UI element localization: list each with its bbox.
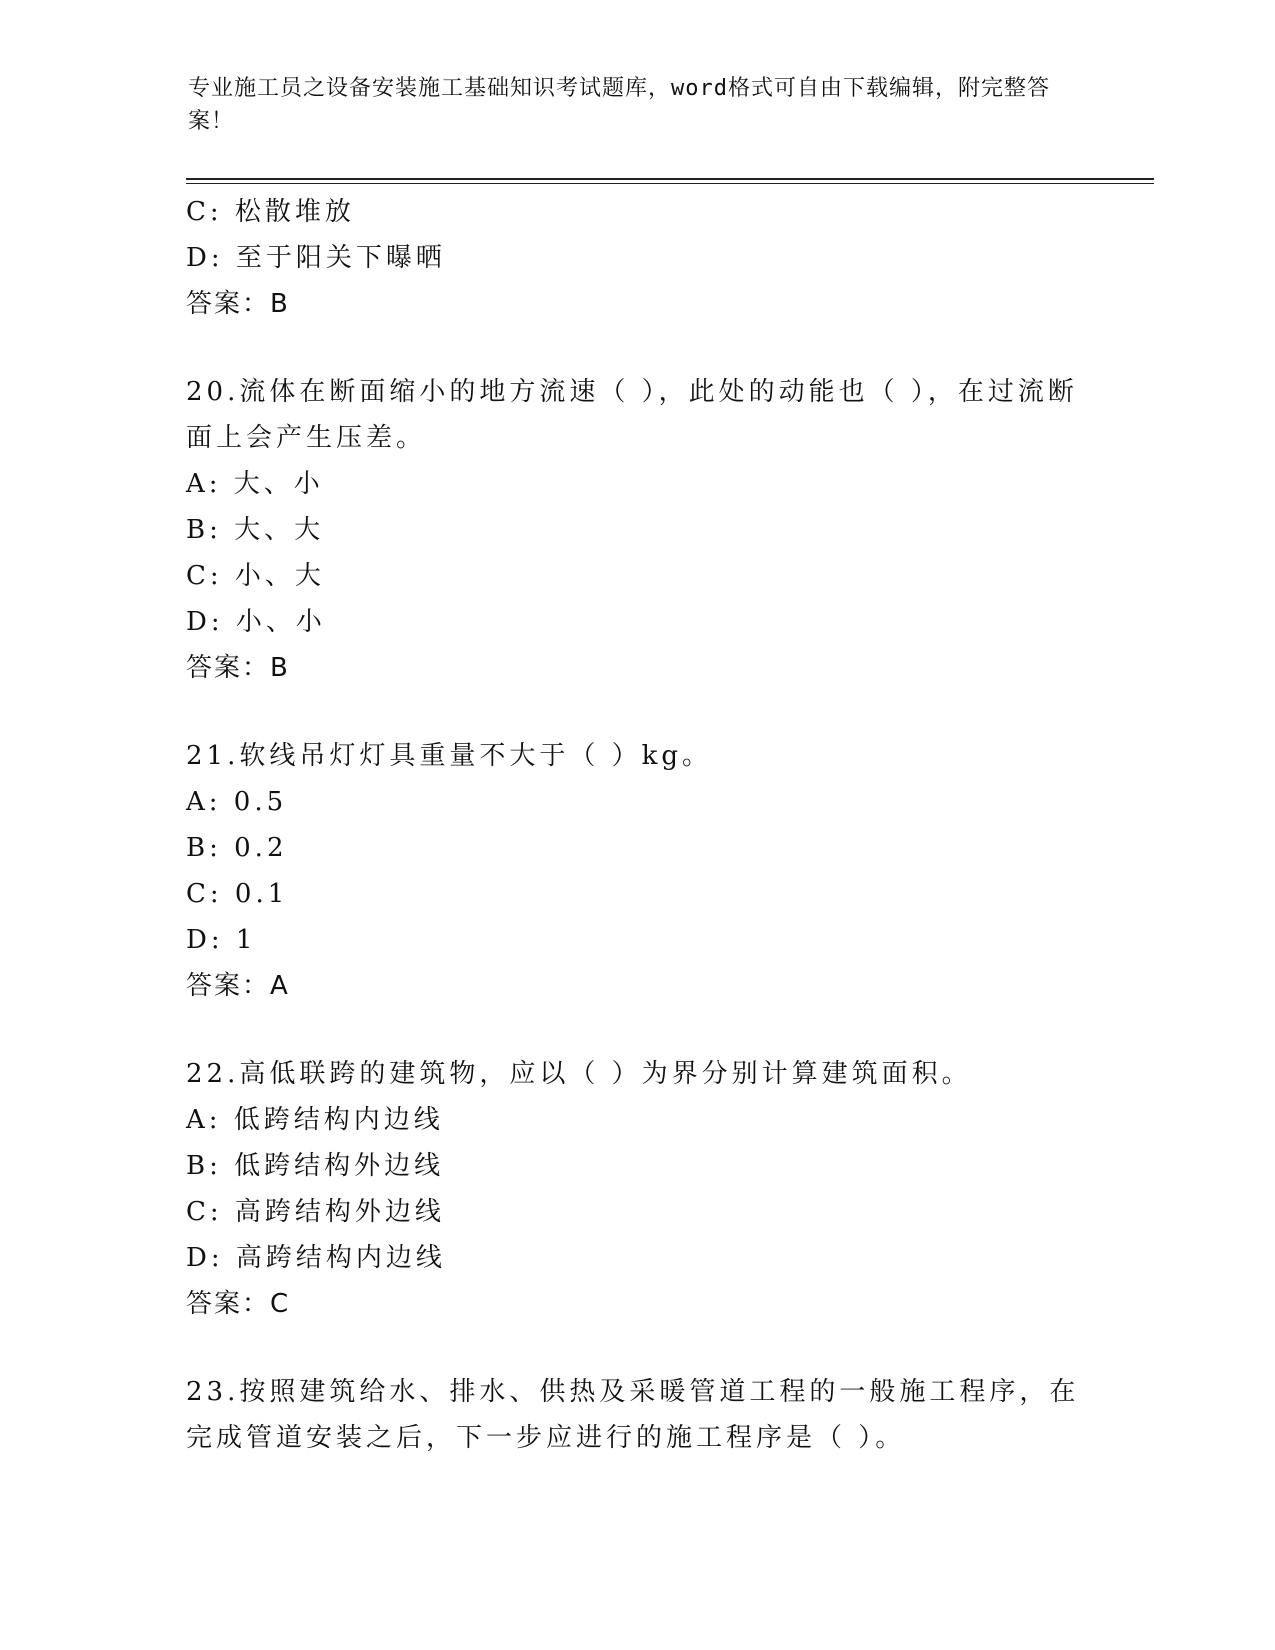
- question-22: [186, 1051, 1086, 1327]
- option-d: D: 高跨结构内边线: [186, 1243, 446, 1273]
- question-23: [186, 1369, 1086, 1461]
- option-a: A: 0.5: [186, 787, 288, 817]
- option-d: D: 1: [186, 925, 257, 955]
- option-a: A: 大、小: [186, 469, 324, 499]
- option-a: A: 低跨结构内边线: [186, 1105, 444, 1135]
- question-stem: 20.流体在断面缩小的地方流速（ ），此处的动能也（ ），在过流断面上会产生压差。: [186, 377, 1078, 453]
- question-stem: 22.高低联跨的建筑物，应以（ ）为界分别计算建筑面积。: [186, 1059, 972, 1089]
- question-list: [186, 189, 1086, 1461]
- answer: 答案：C: [186, 1289, 291, 1319]
- answer: 答案：B: [186, 289, 290, 319]
- option-b: B: 0.2: [186, 833, 288, 863]
- header-rule-thin: [186, 183, 1154, 184]
- answer: 答案：B: [186, 653, 290, 683]
- header-rule-thick: [186, 178, 1154, 180]
- previous-question-tail: [186, 189, 1086, 327]
- answer: 答案：A: [186, 971, 290, 1001]
- question-stem: 23.按照建筑给水、排水、供热及采暖管道工程的一般施工程序，在完成管道安装之后，下一步应进行的施工程序是（ ）。: [186, 1377, 1080, 1453]
- option-b: B: 低跨结构外边线: [186, 1151, 445, 1181]
- question-stem: 21.软线吊灯灯具重量不大于（ ）kg。: [186, 741, 713, 771]
- option-c: C: 松散堆放: [186, 197, 355, 227]
- document-header: 专业施工员之设备安装施工基础知识考试题库，word格式可自由下载编辑，附完整答案！: [188, 76, 1050, 134]
- question-20: [186, 369, 1086, 691]
- option-b: B: 大、大: [186, 515, 325, 545]
- option-c: C: 高跨结构外边线: [186, 1197, 445, 1227]
- option-c: C: 0.1: [186, 879, 289, 909]
- option-d: D: 小、小: [186, 607, 326, 637]
- option-d: D: 至于阳关下曝晒: [186, 243, 446, 273]
- option-c: C: 小、大: [186, 561, 325, 591]
- question-21: [186, 733, 1086, 1009]
